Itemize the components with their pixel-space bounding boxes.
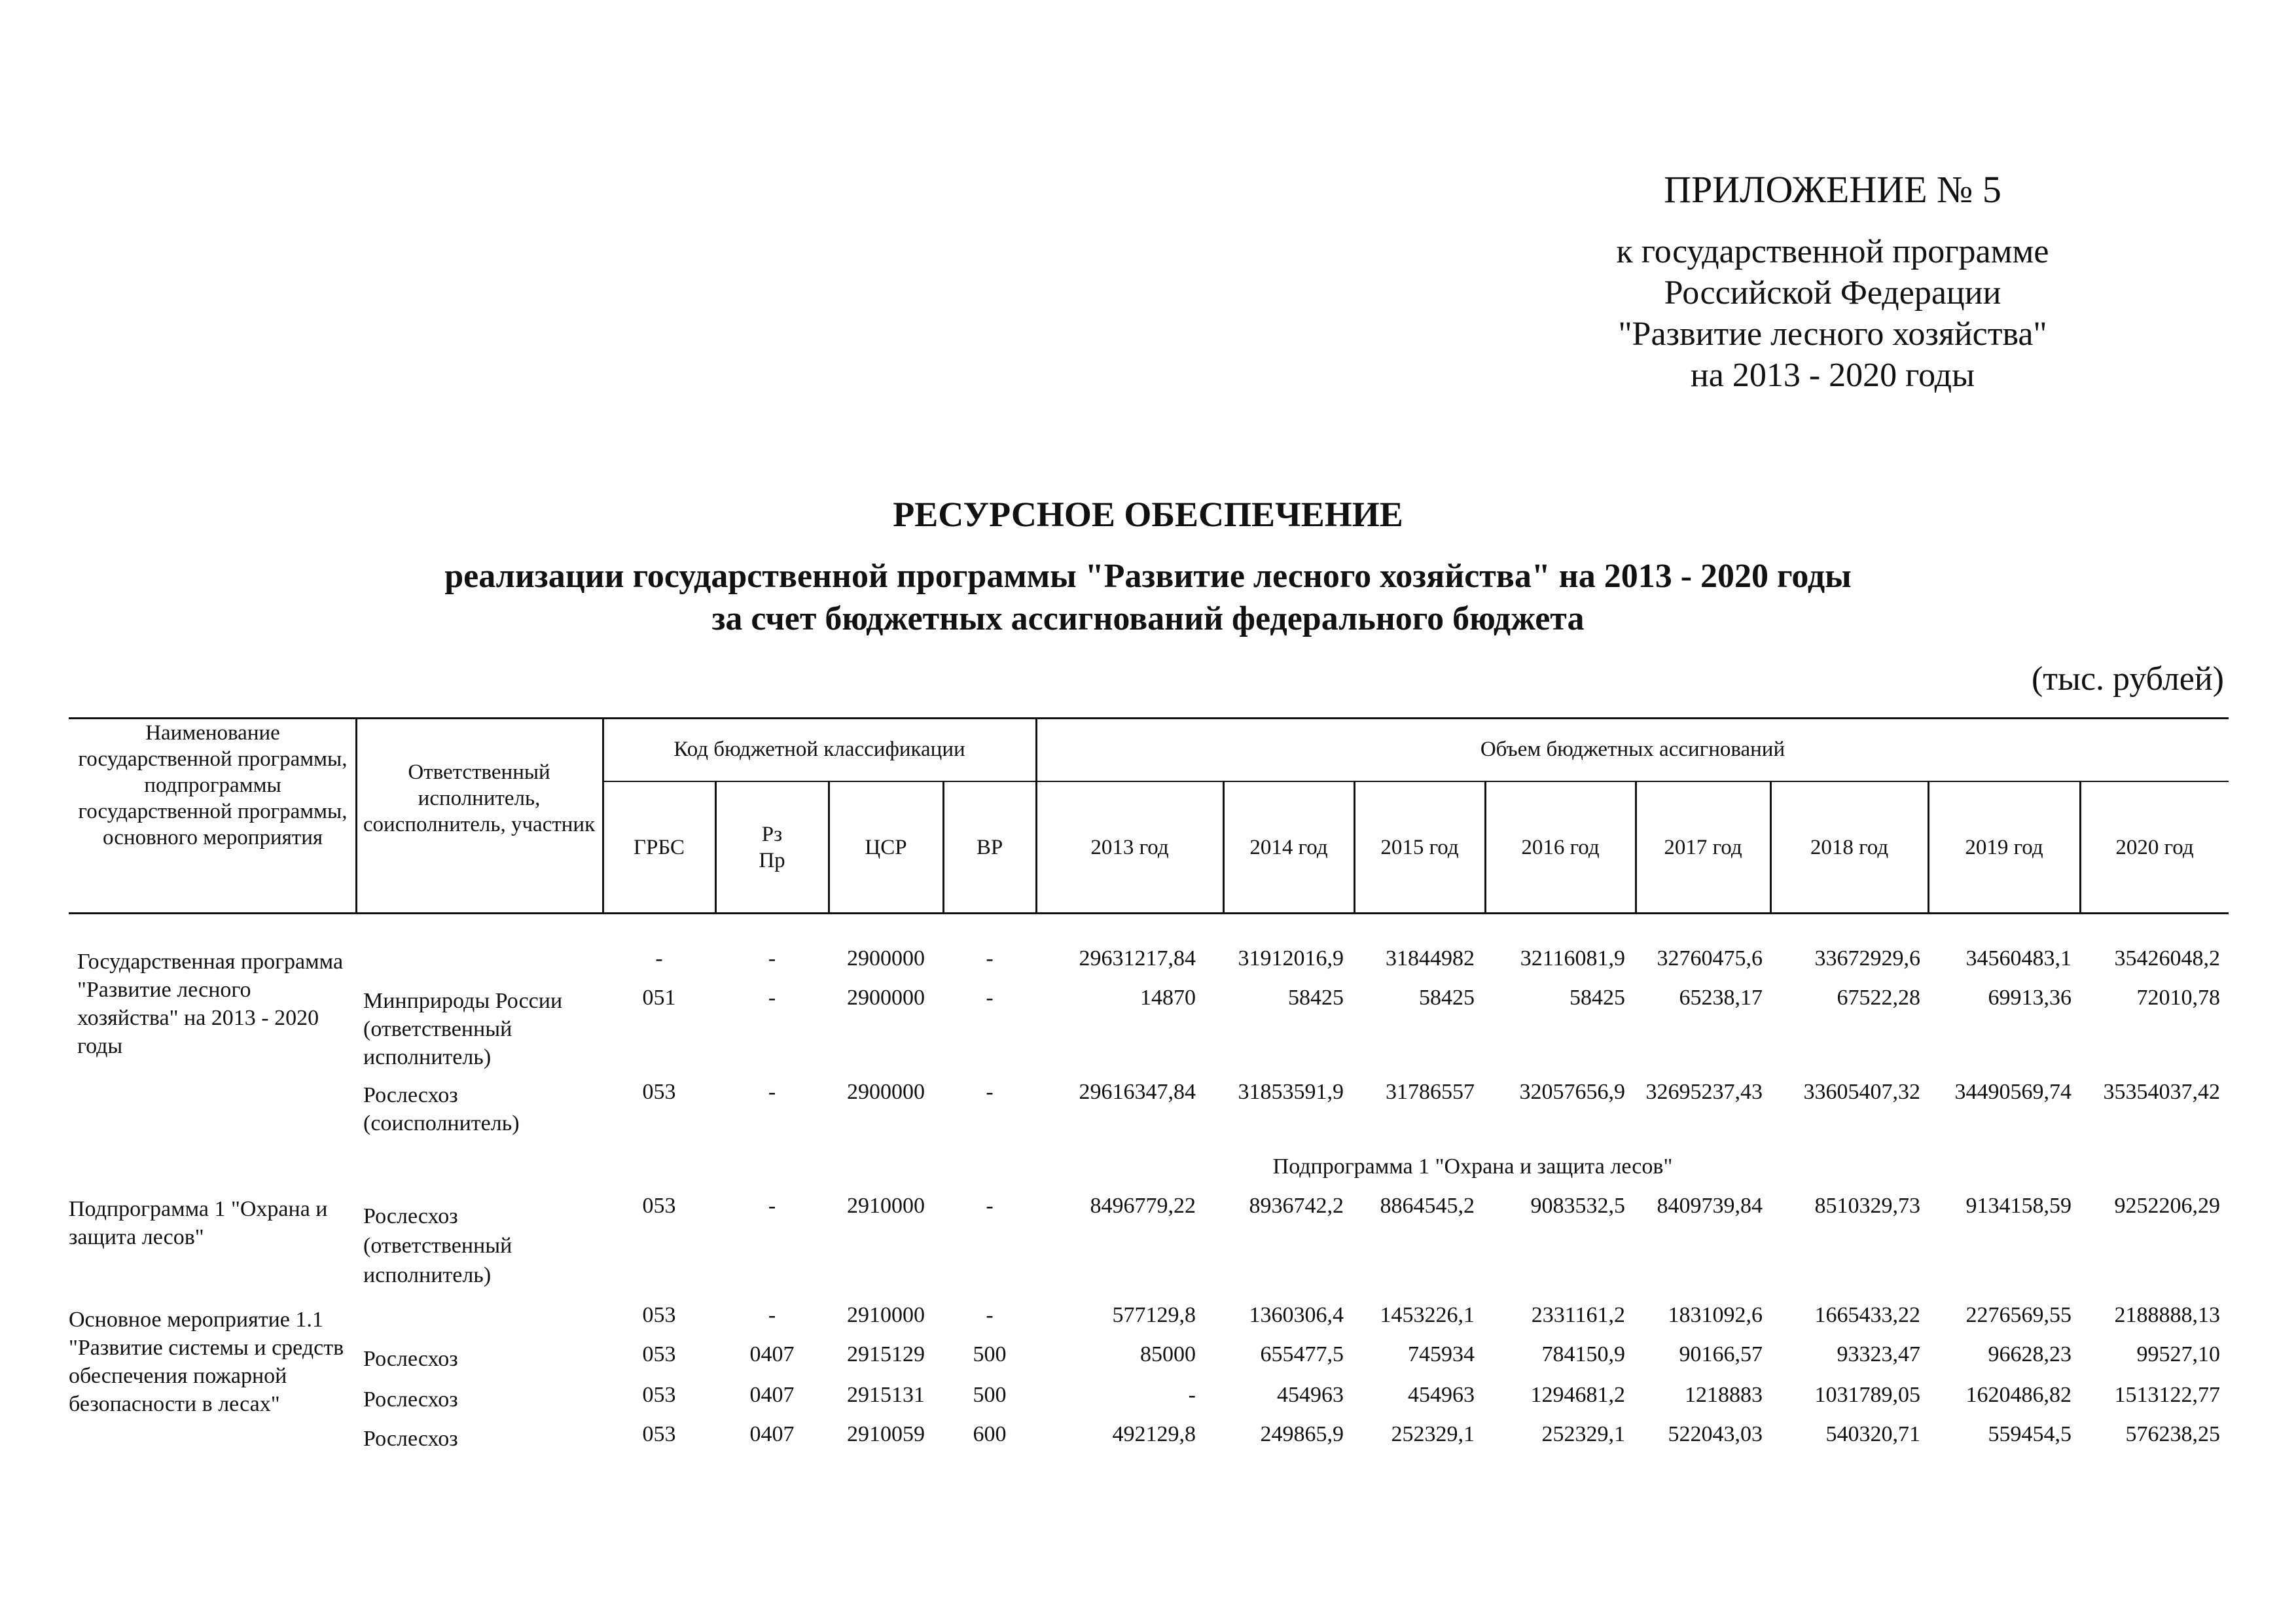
cell-csr: 2900000	[847, 946, 925, 971]
cell-vr: -	[986, 1303, 994, 1327]
appendix-line-2: Российской Федерации	[1664, 274, 2001, 312]
cell-year-value: 1831092,6	[1668, 1303, 1763, 1327]
cell-csr: 2910059	[847, 1422, 925, 1446]
cell-year-value: 34490569,74	[1954, 1080, 2072, 1104]
cell-year-value: 96628,23	[1988, 1342, 2072, 1366]
cell-year-value: 90166,57	[1679, 1342, 1763, 1366]
activity-executor: Рослесхоз	[363, 1427, 458, 1451]
header-volume-group: Объем бюджетных ассигнований	[1480, 738, 1785, 761]
cell-year-value: 577129,8	[1112, 1303, 1196, 1327]
cell-year-value: -	[1188, 1383, 1196, 1407]
cell-grbs: 053	[642, 1342, 676, 1366]
cell-year-value: 2188888,13	[2114, 1303, 2220, 1327]
cell-year-value: 9252206,29	[2114, 1194, 2220, 1218]
program-executor-2: Рослесхоз (соисполнитель)	[363, 1083, 520, 1135]
cell-year-value: 1360306,4	[1249, 1303, 1344, 1327]
header-year: 2016 год	[1521, 836, 1600, 859]
cell-rzpr: 0407	[749, 1422, 795, 1446]
cell-year-value: 32057656,9	[1519, 1080, 1625, 1104]
col-divider	[355, 717, 357, 914]
cell-csr: 2910000	[847, 1194, 925, 1218]
document-title: РЕСУРСНОЕ ОБЕСПЕЧЕНИЕ	[893, 495, 1403, 534]
cell-grbs: 053	[642, 1383, 676, 1407]
cell-vr: -	[986, 1080, 994, 1104]
cell-year-value: 1218883	[1685, 1383, 1763, 1407]
cell-year-value: 8864545,2	[1380, 1194, 1475, 1218]
table-top-border	[69, 717, 2229, 719]
cell-year-value: 58425	[1288, 986, 1344, 1010]
subprogram-heading: Подпрограмма 1 "Охрана и защита лесов"	[1272, 1154, 1673, 1179]
cell-year-value: 31844982	[1386, 946, 1475, 971]
cell-rzpr: -	[768, 986, 776, 1010]
header-grbs: ГРБС	[633, 836, 685, 859]
col-divider	[2079, 781, 2081, 914]
col-divider	[828, 781, 830, 914]
cell-year-value: 1620486,82	[1965, 1383, 2072, 1407]
cell-rzpr: -	[768, 1194, 776, 1218]
cell-year-value: 35354037,42	[2103, 1080, 2220, 1104]
header-csr: ЦСР	[865, 836, 907, 859]
cell-year-value: 29616347,84	[1079, 1080, 1196, 1104]
header-bottom-border	[69, 912, 2229, 914]
activity-name: Основное мероприятие 1.1 "Развитие системы и средств обеспечения пожарной безопасности в лесах"	[69, 1308, 344, 1416]
cell-year-value: 67522,28	[1837, 986, 1920, 1010]
header-name: Наименование государственной программы, подпрограммы государственной программы, основного мероприятия	[78, 721, 348, 849]
cell-year-value: 249865,9	[1260, 1422, 1344, 1446]
cell-grbs: 053	[642, 1422, 676, 1446]
header-executor: Ответственный исполнитель, соисполнитель, участник	[363, 760, 596, 836]
cell-year-value: 33672929,6	[1814, 946, 1920, 971]
cell-year-value: 559454,5	[1988, 1422, 2072, 1446]
cell-year-value: 69913,36	[1988, 986, 2072, 1010]
cell-vr: -	[986, 946, 994, 971]
cell-year-value: 576238,25	[2125, 1422, 2220, 1446]
cell-year-value: 252329,1	[1541, 1422, 1625, 1446]
activity-executor: Рослесхоз	[363, 1347, 458, 1371]
cell-year-value: 454963	[1408, 1383, 1475, 1407]
cell-year-value: 655477,5	[1260, 1342, 1344, 1366]
cell-year-value: 1665433,22	[1814, 1303, 1920, 1327]
cell-year-value: 8409739,84	[1657, 1194, 1763, 1218]
cell-year-value: 8936742,2	[1249, 1194, 1344, 1218]
col-divider	[1484, 781, 1486, 914]
cell-year-value: 31786557	[1386, 1080, 1475, 1104]
cell-rzpr: -	[768, 1303, 776, 1327]
subprogram-name: Подпрограмма 1 "Охрана и защита лесов"	[69, 1197, 328, 1249]
appendix-line-4: на 2013 - 2020 годы	[1690, 357, 1975, 394]
header-rz: Рз	[761, 823, 783, 846]
cell-year-value: 35426048,2	[2114, 946, 2220, 971]
appendix-number: ПРИЛОЖЕНИЕ № 5	[1664, 168, 2001, 211]
activity-executor: Рослесхоз	[363, 1387, 458, 1412]
cell-year-value: 9083532,5	[1530, 1194, 1625, 1218]
cell-vr: 600	[973, 1422, 1007, 1446]
units-label: (тыс. рублей)	[2031, 660, 2224, 698]
cell-year-value: 540320,71	[1825, 1422, 1920, 1446]
col-divider	[1635, 781, 1637, 914]
cell-year-value: 32116081,9	[1520, 946, 1625, 971]
cell-year-value: 99527,10	[2136, 1342, 2220, 1366]
header-year: 2014 год	[1249, 836, 1328, 859]
cell-year-value: 58425	[1570, 986, 1625, 1010]
header-year: 2019 год	[1965, 836, 2043, 859]
header-year: 2020 год	[2115, 836, 2194, 859]
col-divider	[1035, 717, 1037, 914]
cell-year-value: 2276569,55	[1965, 1303, 2072, 1327]
cell-year-value: 1513122,77	[2114, 1383, 2220, 1407]
cell-grbs: 053	[642, 1080, 676, 1104]
cell-year-value: 31912016,9	[1238, 946, 1344, 971]
cell-vr: 500	[973, 1383, 1007, 1407]
cell-year-value: 492129,8	[1112, 1422, 1196, 1446]
cell-rzpr: 0407	[749, 1383, 795, 1407]
cell-year-value: 14870	[1140, 986, 1196, 1010]
cell-year-value: 745934	[1408, 1342, 1475, 1366]
cell-grbs: 051	[642, 986, 676, 1010]
cell-csr: 2900000	[847, 986, 925, 1010]
appendix-line-1: к государственной программе	[1616, 233, 2049, 270]
cell-vr: -	[986, 1194, 994, 1218]
header-year: 2013 год	[1090, 836, 1169, 859]
col-divider	[942, 781, 944, 914]
cell-year-value: 29631217,84	[1079, 946, 1196, 971]
cell-year-value: 85000	[1140, 1342, 1196, 1366]
subtitle-line-2: за счет бюджетных ассигнований федерального бюджета	[711, 600, 1585, 637]
col-divider	[715, 781, 717, 914]
cell-csr: 2915131	[847, 1383, 925, 1407]
cell-grbs: 053	[642, 1303, 676, 1327]
header-code-group: Код бюджетной классификации	[673, 738, 965, 761]
cell-rzpr: -	[768, 1080, 776, 1104]
appendix-block	[1505, 167, 2160, 396]
cell-year-value: 8510329,73	[1814, 1194, 1920, 1218]
cell-year-value: 8496779,22	[1090, 1194, 1196, 1218]
cell-year-value: 2331161,2	[1531, 1303, 1625, 1327]
col-divider	[1928, 781, 1929, 914]
cell-year-value: 9134158,59	[1965, 1194, 2072, 1218]
cell-year-value: 65238,17	[1679, 986, 1763, 1010]
cell-year-value: 72010,78	[2136, 986, 2220, 1010]
cell-year-value: 58425	[1419, 986, 1475, 1010]
cell-rzpr: -	[768, 946, 776, 971]
cell-year-value: 784150,9	[1541, 1342, 1625, 1366]
subprogram-executor: Рослесхоз (ответственный исполнитель)	[363, 1204, 512, 1287]
header-divider	[602, 781, 2229, 782]
cell-year-value: 34560483,1	[1965, 946, 2072, 971]
cell-grbs: 053	[642, 1194, 676, 1218]
cell-year-value: 1294681,2	[1530, 1383, 1625, 1407]
cell-year-value: 454963	[1277, 1383, 1344, 1407]
header-rzpr	[718, 821, 826, 874]
cell-year-value: 33605407,32	[1803, 1080, 1920, 1104]
cell-year-value: 32760475,6	[1657, 946, 1763, 971]
header-vr: ВР	[976, 836, 1003, 859]
header-year: 2018 год	[1810, 836, 1889, 859]
cell-year-value: 252329,1	[1391, 1422, 1475, 1446]
col-divider	[1223, 781, 1225, 914]
cell-year-value: 32695237,43	[1645, 1080, 1763, 1104]
header-year: 2017 год	[1664, 836, 1742, 859]
cell-year-value: 93323,47	[1837, 1342, 1920, 1366]
cell-csr: 2910000	[847, 1303, 925, 1327]
appendix-line-3: "Развитие лесного хозяйства"	[1618, 315, 2047, 353]
col-divider	[1354, 781, 1355, 914]
header-year: 2015 год	[1380, 836, 1459, 859]
document-subtitle	[0, 555, 2296, 640]
cell-vr: -	[986, 986, 994, 1010]
cell-year-value: 1453226,1	[1380, 1303, 1475, 1327]
header-pr: Пр	[759, 849, 785, 872]
col-divider	[602, 717, 604, 914]
cell-year-value: 522043,03	[1668, 1422, 1763, 1446]
cell-vr: 500	[973, 1342, 1007, 1366]
cell-csr: 2900000	[847, 1080, 925, 1104]
col-divider	[1770, 781, 1772, 914]
cell-grbs: -	[655, 946, 663, 971]
program-name: Государственная программа "Развитие лесного хозяйства" на 2013 - 2020 годы	[77, 950, 344, 1058]
cell-rzpr: 0407	[749, 1342, 795, 1366]
cell-csr: 2915129	[847, 1342, 925, 1366]
cell-year-value: 31853591,9	[1238, 1080, 1344, 1104]
cell-year-value: 1031789,05	[1814, 1383, 1920, 1407]
subtitle-line-1: реализации государственной программы "Развитие лесного хозяйства" на 2013 - 2020 годы	[444, 558, 1852, 595]
program-executor-1: Минприроды России (ответственный исполнитель)	[363, 989, 563, 1069]
